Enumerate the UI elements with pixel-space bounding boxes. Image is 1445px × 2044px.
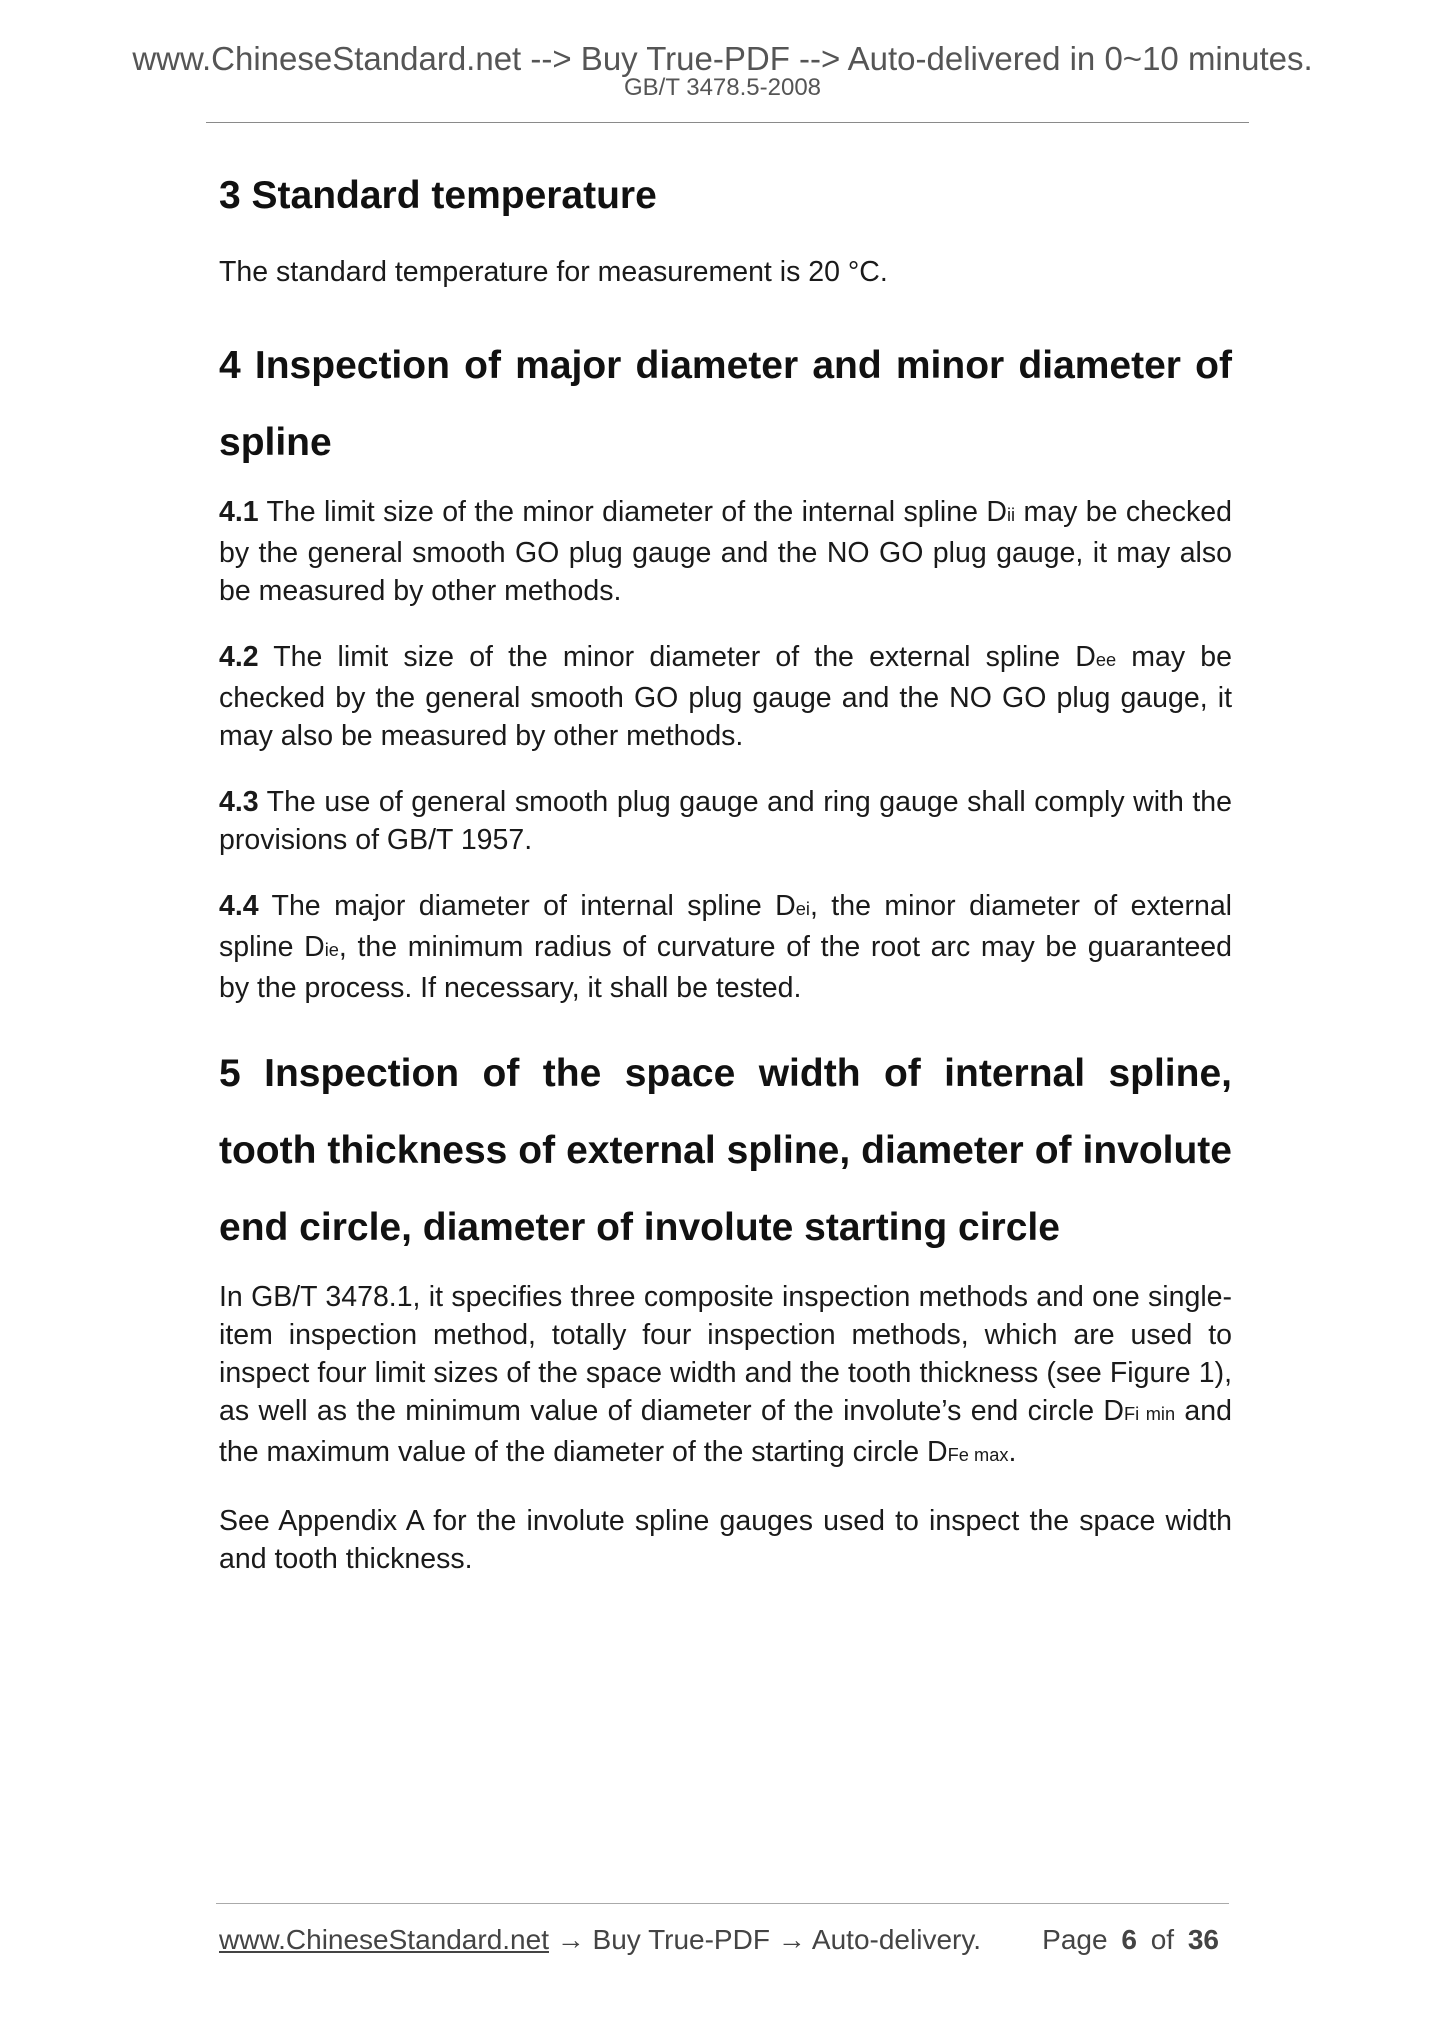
clause-text: , the minimum radius of curvature of the root arc may be guaranteed by the process. If necessary, it shall be tested.	[219, 931, 1232, 1004]
section-4-heading: 4 Inspection of major diameter and minor diameter of spline	[219, 344, 1232, 464]
clause-4-3	[219, 783, 1232, 859]
page-current: 6	[1121, 1924, 1137, 1955]
footer-promo-text: → Buy True-PDF → Auto-delivery.	[548, 1924, 982, 1955]
footer-promo	[219, 1924, 981, 1956]
section-5-paragraph-1	[219, 1278, 1232, 1474]
paragraph-text: and the maximum value of the diameter of the starting circle D	[219, 1395, 1232, 1468]
footer-divider	[216, 1903, 1229, 1904]
clause-number: 4.3	[219, 786, 259, 818]
page-total: 36	[1187, 1924, 1219, 1955]
clause-number: 4.2	[219, 641, 259, 673]
subscript: ei	[795, 898, 810, 919]
header-divider	[206, 122, 1249, 123]
page-indicator	[1042, 1924, 1225, 1956]
clause-text: , the minor diameter of external spline D	[219, 890, 1232, 963]
clause-4-4	[219, 887, 1232, 1007]
clause-number: 4.4	[219, 890, 259, 922]
subscript: ie	[324, 939, 339, 960]
subscript: Fi min	[1124, 1403, 1176, 1424]
section-5-paragraph-2: See Appendix A for the involute spline gauges used to inspect the space width and tooth thickness.	[219, 1505, 1232, 1575]
clause-4-2	[219, 638, 1232, 755]
subscript: ee	[1095, 649, 1117, 670]
clause-4-1	[219, 493, 1232, 610]
clause-text: The major diameter of internal spline D	[258, 890, 796, 922]
page-of: of	[1150, 1924, 1175, 1955]
subscript: ii	[1006, 504, 1016, 525]
page-label: Page	[1042, 1924, 1108, 1955]
clause-text: The limit size of the minor diameter of the internal spline D	[258, 496, 1007, 528]
page-content	[219, 170, 1232, 1578]
section-3-heading: 3 Standard temperature	[219, 174, 657, 217]
paragraph-text: In GB/T 3478.1, it specifies three composite inspection methods and one single-item inspection method, totally four inspection methods, which are used to inspect four limit sizes of the space width and the tooth thickness (see Figure 1), as well as the minimum value of diameter of the involute’s end circle D	[219, 1281, 1232, 1427]
clause-text: The use of general smooth plug gauge and ring gauge shall comply with the provisions of GB/T 1957.	[219, 786, 1232, 856]
clause-number: 4.1	[219, 496, 259, 528]
section-5-heading: 5 Inspection of the space width of internal spline, tooth thickness of external spline, diameter of involute end circle, diameter of involute starting circle	[219, 1052, 1232, 1249]
clause-text: The limit size of the minor diameter of the external spline D	[258, 641, 1096, 673]
subscript: Fe max	[947, 1444, 1009, 1465]
footer-site-link[interactable]: www.ChineseStandard.net	[219, 1924, 549, 1955]
clause-text: may be checked by the general smooth GO plug gauge and the NO GO plug gauge, it may also be measured by other methods.	[219, 496, 1232, 607]
clause-text: may be checked by the general smooth GO plug gauge and the NO GO plug gauge, it may also be measured by other methods.	[219, 641, 1232, 752]
section-3-body: The standard temperature for measurement is 20 °C.	[219, 256, 888, 288]
site-banner: www.ChineseStandard.net --> Buy True-PDF --> Auto-delivered in 0~10 minutes.	[132, 40, 1313, 77]
standard-code: GB/T 3478.5-2008	[623, 74, 822, 101]
paragraph-text: .	[1008, 1436, 1017, 1468]
